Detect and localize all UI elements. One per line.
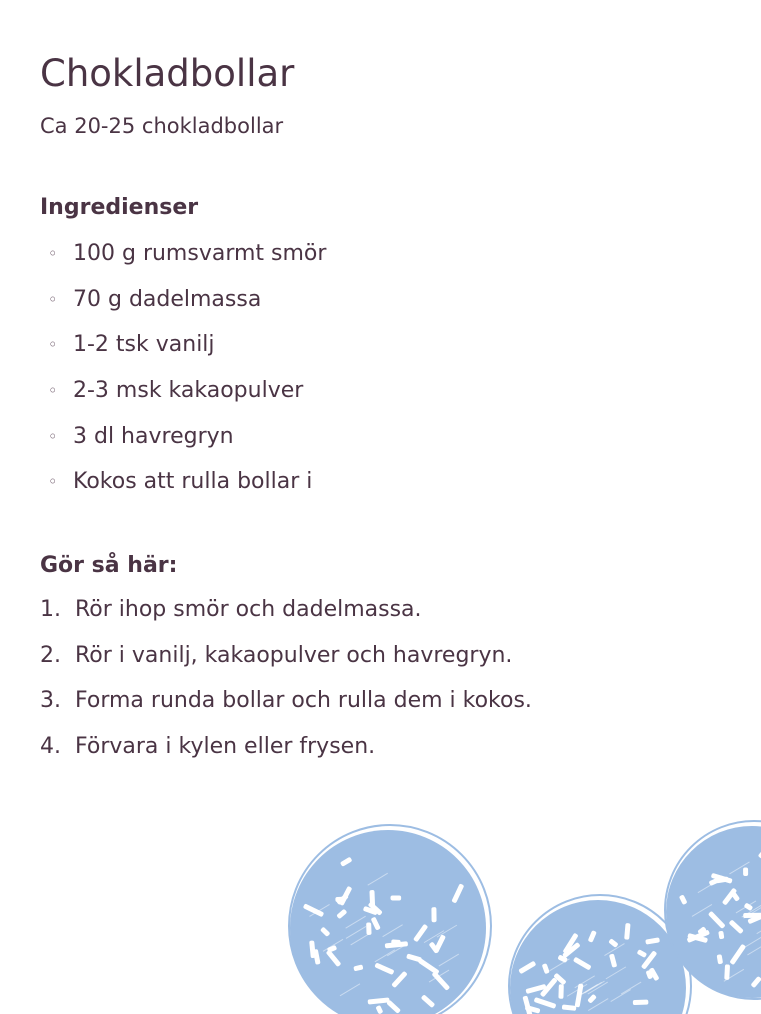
bullet-marker: ◦	[48, 426, 58, 446]
bullet-marker: ◦	[48, 381, 58, 401]
step-number: 2.	[40, 642, 61, 668]
ingredients-heading: Ingredienser	[40, 195, 199, 220]
steps-heading: Gör så här:	[40, 553, 178, 578]
step-number: 4.	[40, 734, 61, 760]
step-number: 1.	[40, 597, 61, 622]
chocolate-balls-illustration	[280, 820, 761, 1014]
bullet-marker: ◦	[48, 335, 58, 355]
bullet-marker: ◦	[48, 244, 58, 263]
step-number: 3.	[40, 688, 61, 714]
recipe-title: Chokladbollar	[40, 52, 295, 95]
chocolate-ball-left	[289, 825, 491, 1014]
chocolate-ball-middle	[509, 895, 691, 1014]
recipe-page: Chokladbollar Ca 20-25 chokladbollar Ingredienser ◦ 100 g rumsvarmt smör ◦ 70 g dadelmassa ◦ 1-2 tsk vanilj ◦ 2-3 msk kakaopulver ◦ 3 dl havregryn ◦ Kokos att rulla bollar i Gör så här: 1. Rör ihop smör och dadelmassa. 2. Rör i vanilj, kakaopulver och havregryn. 3. Forma runda bollar och rulla dem i kokos. 4. Förvara i kylen eller frysen.	[0, 0, 761, 1014]
recipe-yield: Ca 20-25 chokladbollar	[40, 114, 284, 138]
bullet-marker: ◦	[48, 289, 58, 309]
bullet-marker: ◦	[48, 472, 58, 492]
